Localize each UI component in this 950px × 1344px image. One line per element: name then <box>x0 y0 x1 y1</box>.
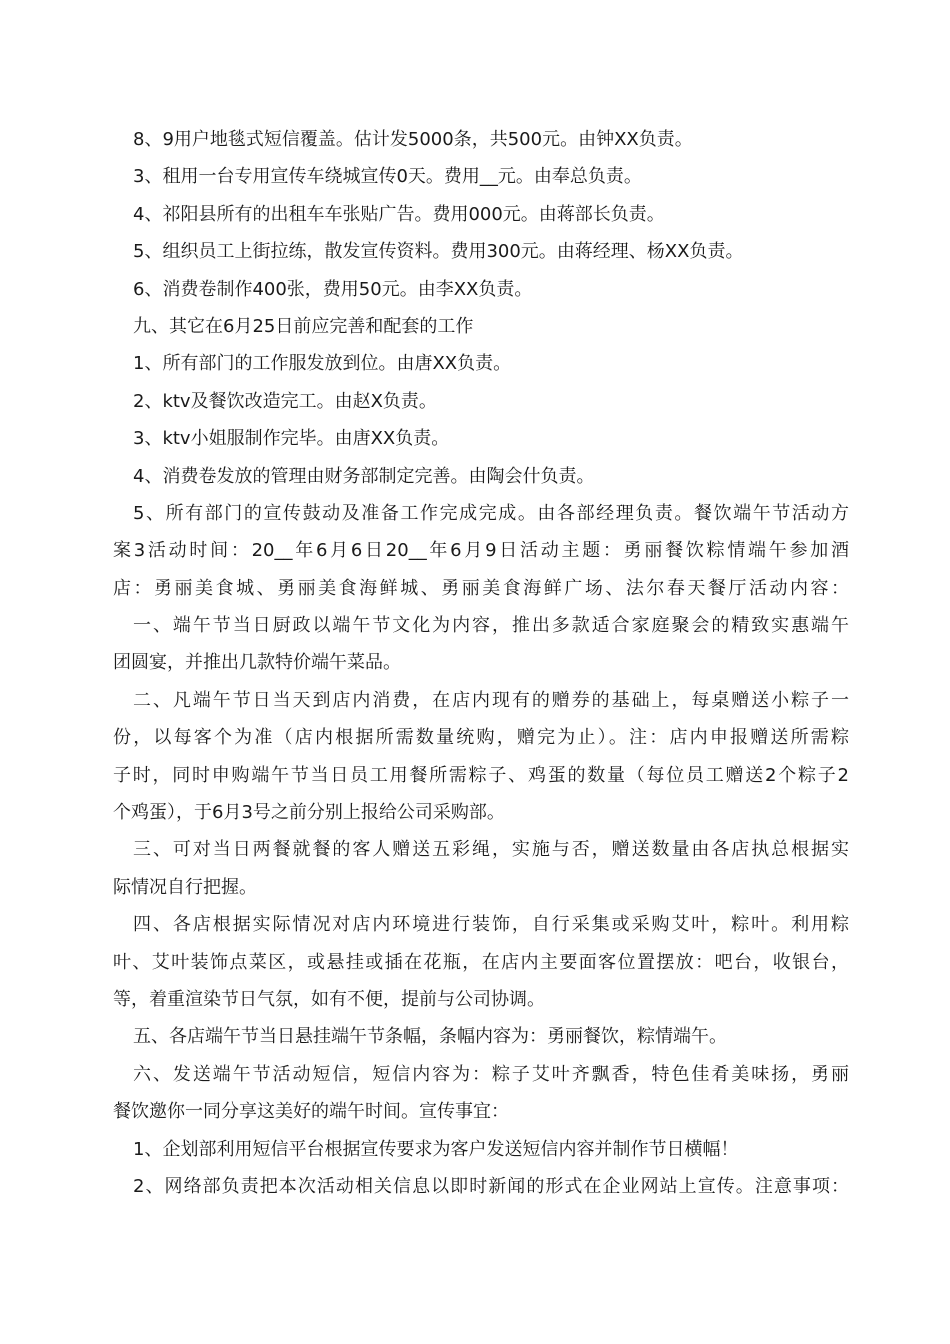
paragraph-line: 6、消费卷制作400张，费用50元。由李XX负责。 <box>133 278 533 300</box>
paragraph-line: 六、发送端午节活动短信，短信内容为：粽子艾叶齐飘香，特色佳肴美味扬，勇丽 <box>133 1063 849 1085</box>
paragraph-line: 2、网络部负责把本次活动相关信息以即时新闻的形式在企业网站上宣传。注意事项： <box>133 1175 849 1197</box>
paragraph-line: 际情况自行把握。 <box>113 876 257 898</box>
paragraph-line: 3、ktv小姐服制作完毕。由唐XX负责。 <box>133 428 450 450</box>
paragraph-line: 一、端午节当日厨政以端午节文化为内容，推出多款适合家庭聚会的精致实惠端午 <box>133 615 849 637</box>
section-heading: 九、其它在6月25日前应完善和配套的工作 <box>133 315 474 337</box>
paragraph-line: 团圆宴，并推出几款特价端午菜品。 <box>113 652 401 674</box>
paragraph-line: 个鸡蛋），于6月3号之前分别上报给公司采购部。 <box>113 802 505 824</box>
paragraph-line: 5、组织员工上街拉练，散发宣传资料。费用300元。由蒋经理、杨XX负责。 <box>133 241 744 263</box>
paragraph-line: 二、凡端午节日当天到店内消费，在店内现有的赠券的基础上，每桌赠送小粽子一 <box>133 689 849 711</box>
paragraph-line: 案3活动时间：20__年6月6日20__年6月9日活动主题：勇丽餐饮粽情端午参加酒 <box>113 540 849 562</box>
paragraph-line: 等，着重渲染节日气氛，如有不便，提前与公司协调。 <box>113 988 545 1010</box>
paragraph-line: 4、祁阳县所有的出租车车张贴广告。费用000元。由蒋部长负责。 <box>133 203 665 225</box>
paragraph-line: 份，以每客个为准（店内根据所需数量统购，赠完为止）。注：店内申报赠送所需粽 <box>113 727 849 749</box>
paragraph-line: 五、各店端午节当日悬挂端午节条幅，条幅内容为：勇丽餐饮，粽情端午。 <box>133 1026 727 1048</box>
paragraph-line: 三、可对当日两餐就餐的客人赠送五彩绳，实施与否，赠送数量由各店执总根据实 <box>133 839 849 861</box>
paragraph-line: 2、ktv及餐饮改造完工。由赵X负责。 <box>133 390 437 412</box>
paragraph-line: 叶、艾叶装饰点菜区，或悬挂或插在花瓶，在店内主要面客位置摆放：吧台，收银台， <box>113 951 849 973</box>
paragraph-line: 1、所有部门的工作服发放到位。由唐XX负责。 <box>133 353 512 375</box>
paragraph-line: 1、企划部利用短信平台根据宣传要求为客户发送短信内容并制作节日横幅！ <box>133 1138 739 1160</box>
paragraph-line: 5、所有部门的宣传鼓动及准备工作完成完成。由各部经理负责。餐饮端午节活动方 <box>133 502 849 524</box>
paragraph-line: 店：勇丽美食城、勇丽美食海鲜城、勇丽美食海鲜广场、法尔春天餐厅活动内容： <box>113 577 849 599</box>
paragraph-line: 餐饮邀你一同分享这美好的端午时间。宣传事宜： <box>113 1101 509 1123</box>
paragraph-line: 子时，同时申购端午节当日员工用餐所需粽子、鸡蛋的数量（每位员工赠送2个粽子2 <box>113 764 849 786</box>
paragraph-line: 3、租用一台专用宣传车绕城宣传0天。费用__元。由奉总负责。 <box>133 166 642 188</box>
document-body <box>113 121 849 1205</box>
paragraph-line: 四、各店根据实际情况对店内环境进行装饰，自行采集或采购艾叶，粽叶。利用粽 <box>133 914 849 936</box>
paragraph-line: 4、消费卷发放的管理由财务部制定完善。由陶会什负责。 <box>133 465 595 487</box>
paragraph-line: 8、9用户地毯式短信覆盖。估计发5000条，共500元。由钟XX负责。 <box>133 129 693 150</box>
